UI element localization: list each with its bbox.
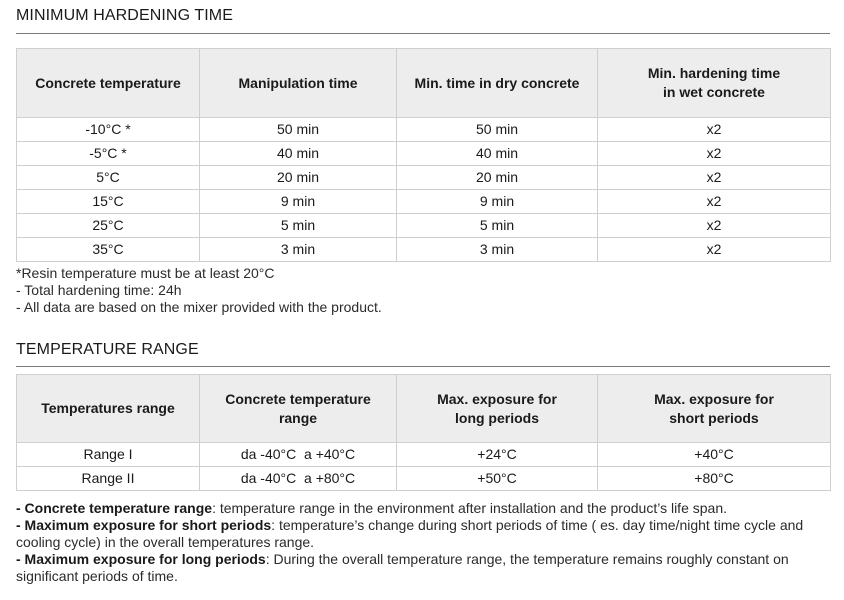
cell-max-long: +24°C xyxy=(397,443,598,467)
header-line-2: in wet concrete xyxy=(663,84,765,100)
table-row xyxy=(17,443,831,467)
cell-min-hardening-wet: x2 xyxy=(598,142,831,166)
cell-min-hardening-wet: x2 xyxy=(598,190,831,214)
header-line-1: Max. exposure for xyxy=(654,390,774,407)
cell-min-time-dry: 3 min xyxy=(397,238,598,262)
header-line-1: Temperatures range xyxy=(41,400,175,416)
cell-max-long: +50°C xyxy=(397,467,598,491)
definition-term: - Maximum exposure for long periods xyxy=(16,551,266,567)
section-divider xyxy=(16,366,830,367)
header-line-1: Min. hardening time xyxy=(647,65,781,81)
cell-min-time-dry: 20 min xyxy=(397,166,598,190)
note-total-hardening: - Total hardening time: 24h xyxy=(16,282,182,298)
cell-concrete-temperature: 5°C xyxy=(17,166,200,190)
cell-min-time-dry: 9 min xyxy=(397,190,598,214)
section-title-temperature-range: TEMPERATURE RANGE xyxy=(16,341,199,358)
definition-text: : temperature range in the environment after installation and the product’s life span. xyxy=(212,500,727,516)
cell-min-time-dry: 40 min xyxy=(397,142,598,166)
table-row xyxy=(17,190,831,214)
cell-manipulation-time: 5 min xyxy=(200,214,397,238)
definition-term: - Concrete temperature range xyxy=(16,500,213,516)
cell-min-hardening-wet: x2 xyxy=(598,118,831,142)
cell-manipulation-time: 20 min xyxy=(200,166,397,190)
definition-item xyxy=(16,517,838,551)
cell-concrete-temperature: 35°C xyxy=(17,238,200,262)
cell-concrete-temperature: 15°C xyxy=(17,190,200,214)
cell-manipulation-time: 50 min xyxy=(200,118,397,142)
header-line-2: short periods xyxy=(669,409,759,426)
cell-range-name: Range I xyxy=(17,443,200,467)
table-row xyxy=(17,214,831,238)
cell-manipulation-time: 9 min xyxy=(200,190,397,214)
cell-concrete-temperature: 25°C xyxy=(17,214,200,238)
table-header-row xyxy=(17,375,831,443)
cell-min-hardening-wet: x2 xyxy=(598,238,831,262)
cell-max-short: +80°C xyxy=(598,467,831,491)
definition-item xyxy=(16,500,838,517)
cell-manipulation-time: 3 min xyxy=(200,238,397,262)
cell-min-hardening-wet: x2 xyxy=(598,166,831,190)
cell-concrete-temperature: -10°C * xyxy=(17,118,200,142)
note-resin-temperature: *Resin temperature must be at least 20°C xyxy=(16,265,275,281)
cell-concrete-range: da -40°C a +40°C xyxy=(200,443,397,467)
cell-concrete-range: da -40°C a +80°C xyxy=(200,467,397,491)
cell-concrete-temperature: -5°C * xyxy=(17,142,200,166)
cell-max-short: +40°C xyxy=(598,443,831,467)
cell-manipulation-time: 40 min xyxy=(200,142,397,166)
header-line-1: Concrete temperature xyxy=(225,390,371,407)
table-header-row xyxy=(17,49,831,118)
table-row xyxy=(17,166,831,190)
header-concrete-temperature: Concrete temperature xyxy=(17,49,200,118)
header-min-time-dry: Min. time in dry concrete xyxy=(397,49,598,118)
cell-min-time-dry: 5 min xyxy=(397,214,598,238)
definition-text: : During the overall temperature range, the temperature remains roughly constant on significant periods of time. xyxy=(16,551,789,584)
definition-item xyxy=(16,551,838,585)
header-temperatures-range xyxy=(17,375,200,443)
table-row xyxy=(17,467,831,491)
range-definitions xyxy=(16,500,838,585)
cell-range-name: Range II xyxy=(17,467,200,491)
header-min-hardening-wet xyxy=(598,49,831,118)
hardening-time-table xyxy=(16,48,831,262)
definition-term: - Maximum exposure for short periods xyxy=(16,517,272,533)
hardening-notes xyxy=(16,265,836,316)
table-row xyxy=(17,118,831,142)
header-line-2: long periods xyxy=(455,409,539,426)
header-max-exposure-short xyxy=(598,375,831,443)
header-line-1: Max. exposure for xyxy=(437,390,557,407)
section-title-min-hardening: MINIMUM HARDENING TIME xyxy=(16,7,234,24)
header-concrete-temperature-range xyxy=(200,375,397,443)
table-row xyxy=(17,238,831,262)
section-divider xyxy=(16,33,830,34)
definition-text: : temperature’s change during short periods of time ( es. day time/night time cycle and cooling cycle) in the overall temperatures range. xyxy=(16,517,804,550)
header-max-exposure-long xyxy=(397,375,598,443)
cell-min-hardening-wet: x2 xyxy=(598,214,831,238)
header-line-2: range xyxy=(278,409,318,426)
note-mixer-data: - All data are based on the mixer provided with the product. xyxy=(16,299,382,315)
table-row xyxy=(17,142,831,166)
temperature-range-table xyxy=(16,374,831,491)
cell-min-time-dry: 50 min xyxy=(397,118,598,142)
header-manipulation-time: Manipulation time xyxy=(200,49,397,118)
